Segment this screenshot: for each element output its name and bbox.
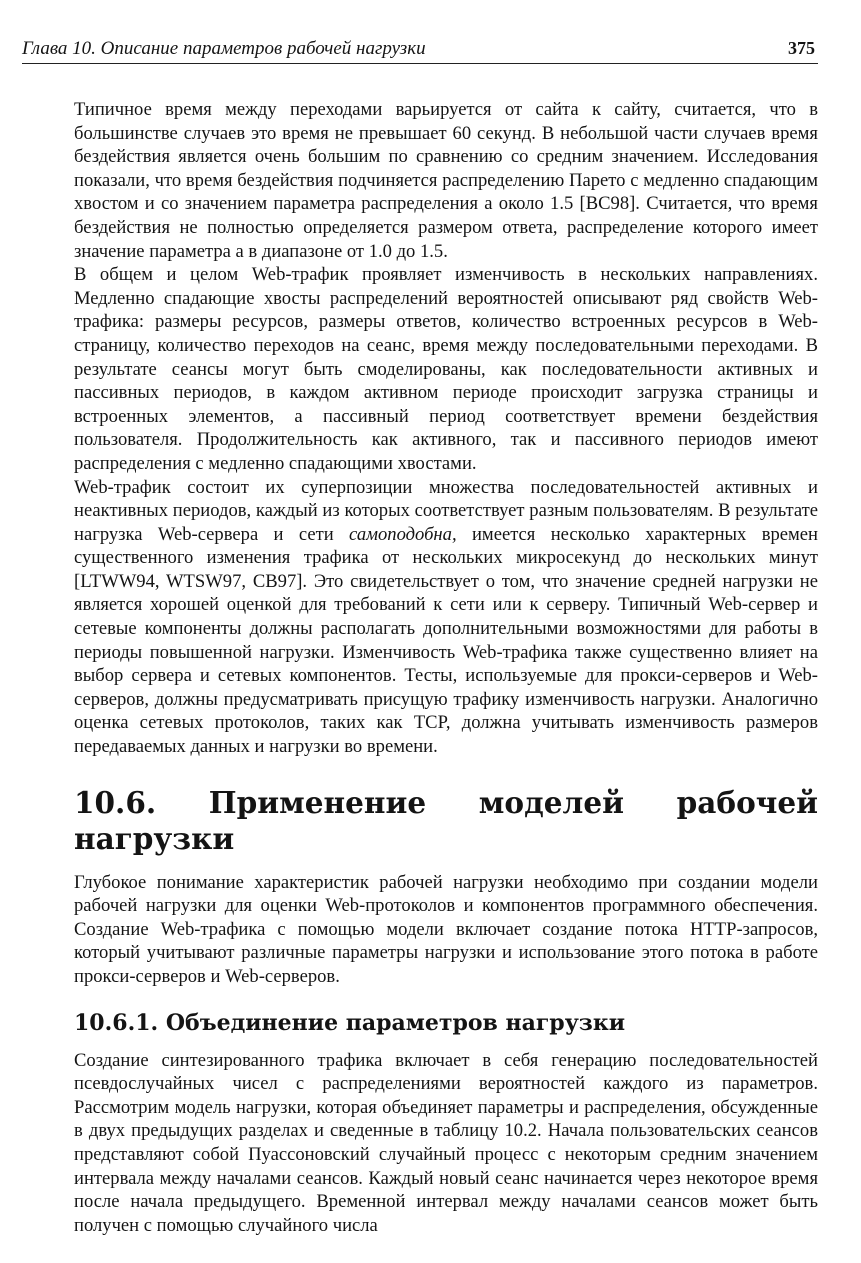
page-body xyxy=(74,98,818,1237)
paragraph-idle-time xyxy=(74,98,818,263)
running-head xyxy=(22,38,818,64)
paragraph-variability xyxy=(74,263,818,475)
subsection-heading: 10.6.1. Объединение параметров нагрузки xyxy=(74,1009,626,1036)
paragraph-self-similarity xyxy=(74,476,818,759)
section-heading: 10.6. Применение моделей рабочей нагрузки xyxy=(74,784,818,856)
paragraph-synthetic-traffic xyxy=(74,1049,818,1238)
emphasis-self-similar: самоподобна, xyxy=(349,523,457,545)
paragraph-self-similarity-text-b: имеется несколько характерных времен существенного изменения трафика от нескольких микросекунд до нескольких минут [LTWW94, WTSW97, CB97]. Это свидетельствует о том, что значение средней нагрузки не является хорошей оценкой для требований к сети или к серверу. Типичный Web-сервер и сетевые компоненты должны располагать дополнительными возможностями для работы в периоды повышенной нагрузки. Изменчивость Web-трафика также существенно влияет на выбор сервера и сетевых компонентов. Тесты, используемые для прокси-серверов и Web-серверов, должны предусматривать присущую трафику изменчивость нагрузки. Аналогично оценка сетевых протоколов, таких как TCP, должна учитывать изменчивость размеров передаваемых данных и нагрузки во времени. xyxy=(74,523,818,758)
page-number: 375 xyxy=(788,38,815,58)
paragraph-variability-text: В общем и целом Web-трафик проявляет изменчивость в нескольких направлениях. Медленно спадающие хвосты распределений вероятностей описывают ряд свойств Web-трафика: размеры ресурсов, размеры ответов, количество встроенных ресурсов в Web-страницу, количество переходов на сеанс, время между последовательными переходами. В результате сеансы могут быть смоделированы, как последовательности активных и пассивных периодов, в каждом активном периоде происходит загрузка страницы и встроенных элементов, а пассивный период соответствует времени бездействия пользователя. Продолжительность как активного, так и пассивного периодов имеют распределения с медленно спадающими хвостами. xyxy=(74,264,818,474)
paragraph-workload-model xyxy=(74,871,818,989)
paragraph-idle-time-text: Типичное время между переходами варьируется от сайта к сайту, считается, что в большинстве случаев это время не превышает 60 секунд. В небольшой части случаев время бездействия является очень большим по сравнению со средним значением. Исследования показали, что время бездействия подчиняется распределению Парето с медленно спадающим хвостом и со значением параметра распределения a около 1.5 [BC98]. Считается, что время бездействия не полностью определяется размером ответа, распределение которого имеет значение параметра a в диапазоне от 1.0 до 1.5. xyxy=(74,99,818,262)
paragraph-synthetic-traffic-text: Создание синтезированного трафика включает в себя генерацию последовательностей псевдослучайных чисел с распределениями вероятностей каждого из параметров. Рассмотрим модель нагрузки, которая объединяет параметры и распределения, обсужденные в двух предыдущих разделах и сведенные в таблицу 10.2. Начала пользовательских сеансов представляют собой Пуассоновский случайный процесс с некоторым средним значением интервала между началами сеансов. Каждый новый сеанс начинается через некоторое время после начала предыдущего. Временной интервал между началами сеансов может быть получен с помощью случайного числа xyxy=(74,1049,818,1236)
paragraph-self-similarity-text-a: Web-трафик состоит их суперпозиции множества последовательностей активных и неактивных периодов, каждый из которых соответствует разным пользователям. В результате нагрузка Web-сервера и сети xyxy=(74,476,818,545)
running-head-title: Глава 10. Описание параметров рабочей нагрузки xyxy=(22,38,426,59)
paragraph-workload-model-text: Глубокое понимание характеристик рабочей нагрузки необходимо при создании модели рабочей нагрузки для оценки Web-протоколов и компонентов программного обеспечения. Создание Web-трафика с помощью модели включает создание потока HTTP-запросов, который учитывают различные параметры нагрузки и использование этого потока в работе прокси-серверов и Web-серверов. xyxy=(74,871,818,987)
